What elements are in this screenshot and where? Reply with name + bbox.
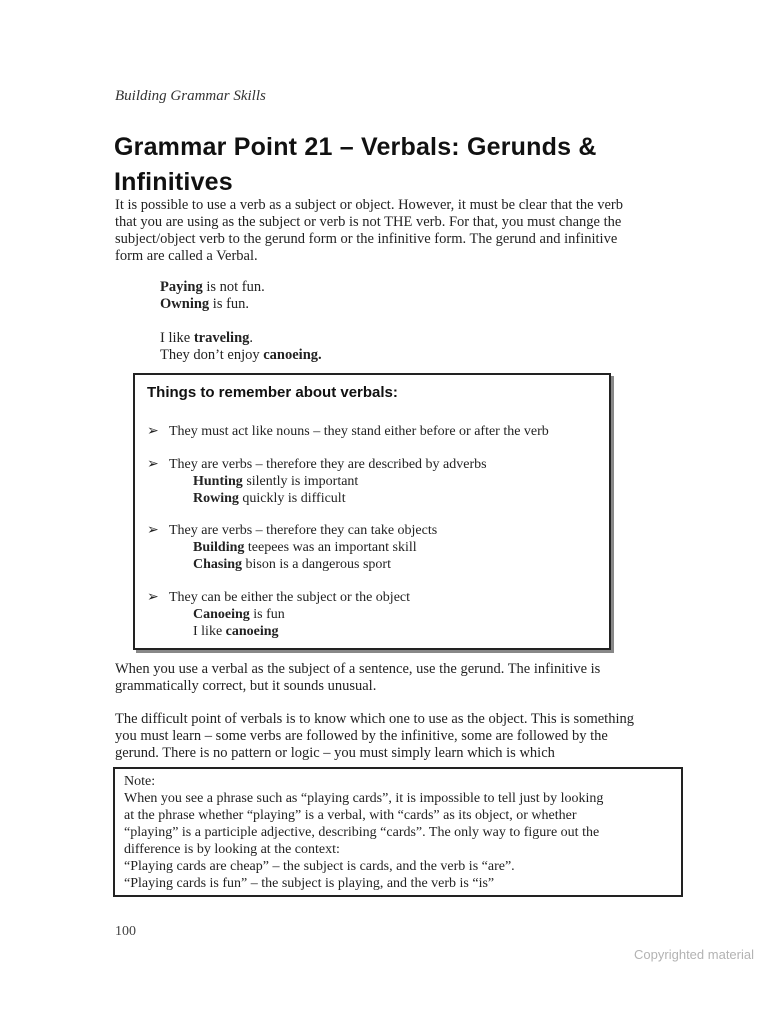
bullet-example: Hunting silently is important: [193, 474, 359, 489]
bullet-example: Chasing bison is a dangerous sport: [193, 557, 391, 572]
note-label: Note:: [124, 774, 156, 789]
arrow-bullet-icon: ➢: [147, 590, 159, 605]
bullet-example: Rowing quickly is difficult: [193, 491, 346, 506]
note-line: “playing” is a participle adjective, describing “cards”. The only way to figure out the: [124, 825, 600, 840]
arrow-bullet-icon: ➢: [147, 424, 159, 439]
paragraph-line: you must learn – some verbs are followed by the infinitive, some are followed by the: [115, 728, 608, 744]
intro-line: that you are using as the subject or verb is not THE verb. For that, you must change the: [115, 214, 622, 230]
note-line: When you see a phrase such as “playing cards”, it is impossible to tell just by looking: [124, 791, 604, 806]
note-line: difference is by looking at the context:: [124, 842, 340, 857]
note-line: “Playing cards is fun” – the subject is playing, and the verb is “is”: [124, 876, 495, 891]
bullet-example: I like canoeing: [193, 624, 279, 639]
bullet-item: ➢ They are verbs – therefore they are described by adverbs: [147, 457, 487, 472]
copyright-watermark: Copyrighted material: [634, 947, 754, 962]
bullet-item: ➢ They are verbs – therefore they can take objects: [147, 523, 438, 538]
paragraph-line: The difficult point of verbals is to know which one to use as the object. This is something: [115, 711, 634, 727]
intro-line: It is possible to use a verb as a subject or object. However, it must be clear that the verb: [115, 197, 623, 213]
paragraph-line: grammatically correct, but it sounds unusual.: [115, 678, 377, 694]
bullet-example: Canoeing is fun: [193, 607, 285, 622]
intro-line: subject/object verb to the gerund form or the infinitive form. The gerund and infinitive: [115, 231, 618, 247]
arrow-bullet-icon: ➢: [147, 457, 159, 472]
bullet-example: Building teepees was an important skill: [193, 540, 417, 555]
note-box: [113, 767, 683, 897]
page-number: 100: [115, 924, 136, 939]
example-line: Paying is not fun.: [160, 279, 265, 295]
bullet-item: ➢ They must act like nouns – they stand either before or after the verb: [147, 424, 549, 439]
intro-line: form are called a Verbal.: [115, 248, 258, 264]
paragraph-line: When you use a verbal as the subject of a sentence, use the gerund. The infinitive is: [115, 661, 601, 677]
note-line: at the phrase whether “playing” is a verbal, with “cards” as its object, or whether: [124, 808, 577, 823]
bullet-item: ➢ They can be either the subject or the object: [147, 590, 411, 605]
verbals-remember-box: [133, 373, 611, 650]
running-head: Building Grammar Skills: [115, 88, 266, 104]
page-title: Grammar Point 21 – Verbals: Gerunds & Infinitives: [114, 133, 597, 196]
note-line: “Playing cards are cheap” – the subject is cards, and the verb is “are”.: [124, 859, 515, 874]
example-line: They don’t enjoy canoeing.: [160, 347, 322, 363]
paragraph-line: gerund. There is no pattern or logic – you must simply learn which is which: [115, 745, 555, 761]
example-line: I like traveling.: [160, 330, 254, 346]
arrow-bullet-icon: ➢: [147, 523, 159, 538]
box-heading: Things to remember about verbals:: [147, 384, 398, 401]
example-line: Owning is fun.: [160, 296, 250, 312]
